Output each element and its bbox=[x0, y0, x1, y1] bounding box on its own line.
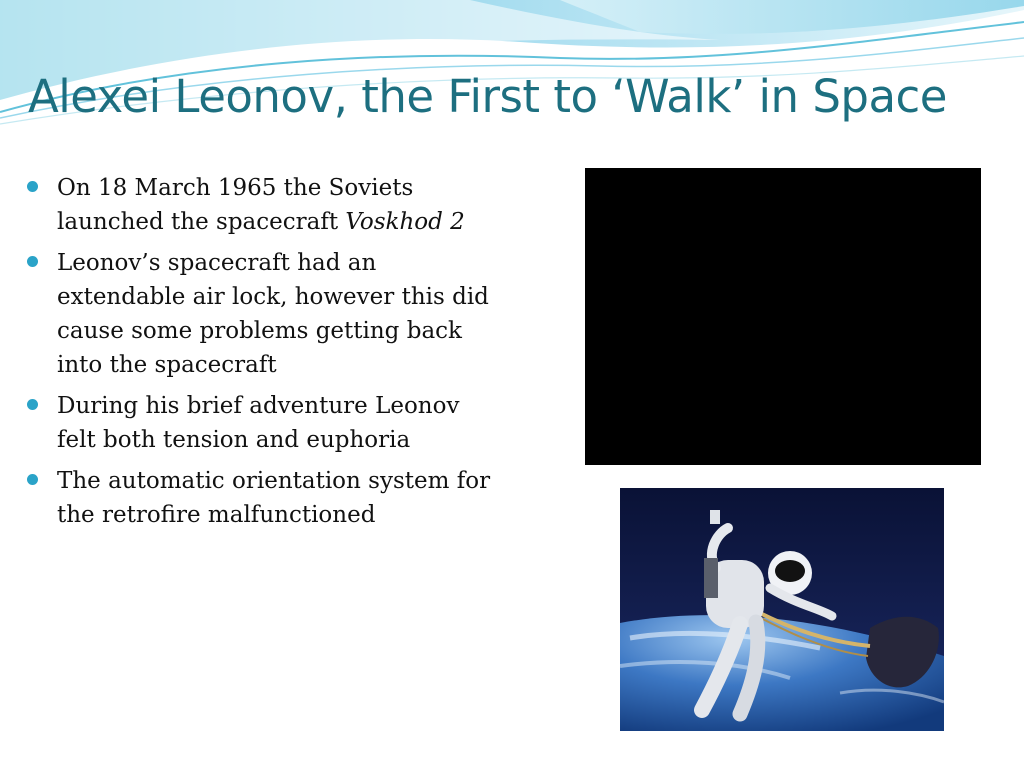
bullet-text: During his brief adventure Leonov felt both tension and euphoria bbox=[57, 393, 460, 453]
astronaut-photo bbox=[620, 488, 944, 731]
slide-title: Alexei Leonov, the First to ‘Walk’ in Space bbox=[28, 70, 947, 123]
bullet-text: Leonov’s spacecraft had an extendable air lock, however this did cause some problems getting back into the spacecraft bbox=[57, 250, 489, 378]
bullet-item bbox=[26, 171, 496, 239]
bullet-icon bbox=[27, 399, 38, 410]
bullet-icon bbox=[27, 256, 38, 267]
bullet-icon bbox=[27, 181, 38, 192]
spacecraft-name: Voskhod 2 bbox=[345, 209, 465, 235]
bullet-item bbox=[26, 246, 496, 382]
bullet-list bbox=[26, 171, 496, 539]
bullet-text: The automatic orientation system for the retrofire malfunctioned bbox=[57, 468, 491, 528]
bullet-item bbox=[26, 389, 496, 457]
bullet-item bbox=[26, 464, 496, 532]
bullet-icon bbox=[27, 474, 38, 485]
video-frame[interactable] bbox=[585, 168, 981, 465]
bullet-text: On 18 March 1965 the Soviets launched the spacecraft bbox=[57, 175, 414, 235]
